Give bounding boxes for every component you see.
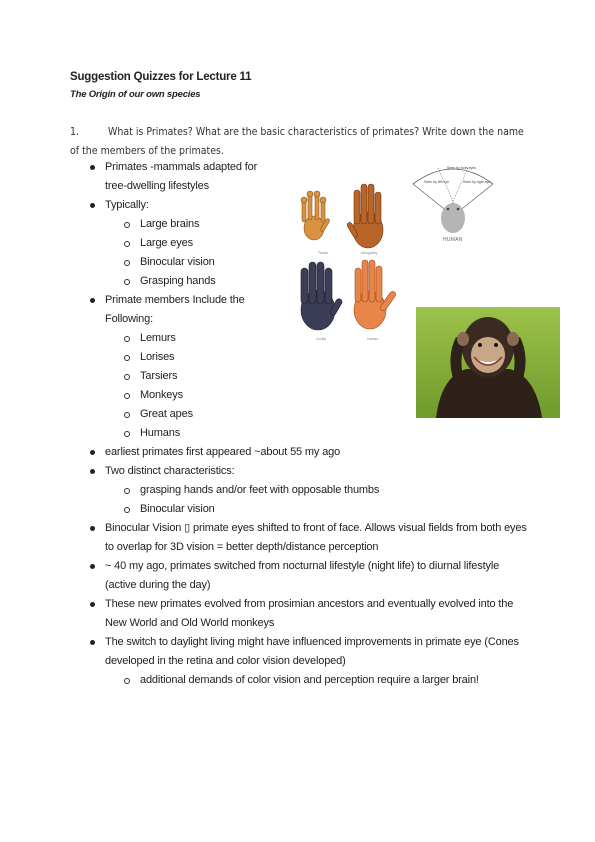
list-item: Lemurs	[140, 332, 176, 344]
bullet-dot	[90, 450, 95, 455]
question-1	[70, 123, 530, 161]
bullet-members-line2: Following:	[105, 313, 154, 325]
bullet-typically: Typically:	[105, 199, 149, 211]
chimpanzee-photo	[416, 307, 560, 418]
primate-hands-figure	[296, 180, 396, 342]
mangabey-hand-icon	[346, 184, 383, 248]
hand-label: Mangabey	[361, 251, 378, 255]
vision-zone-label: Seen by both eyes	[447, 166, 476, 170]
bullet-two-characteristics: Two distinct characteristics:	[105, 465, 235, 477]
bullet-dot	[90, 526, 95, 531]
vision-diagram-label: HUMAN	[443, 237, 463, 243]
sub-bullet-circle	[124, 431, 130, 437]
list-item: Lorises	[140, 351, 175, 363]
sub-bullet-circle	[124, 678, 130, 684]
bullet-primates-line2: tree-dwelling lifestyles	[105, 180, 209, 192]
list-item: Large eyes	[140, 237, 193, 249]
list-item: Monkeys	[140, 389, 183, 401]
list-item: Binocular vision	[140, 256, 215, 268]
sub-bullet-circle	[124, 355, 130, 361]
gorilla-hand-icon	[301, 262, 343, 330]
sub-bullet-circle	[124, 336, 130, 342]
list-item: Binocular vision	[140, 503, 215, 515]
question-text: What is Primates? What are the basic characteristics of primates? Write down the name of the members of the primates.	[70, 126, 524, 157]
sub-bullet-circle	[124, 279, 130, 285]
sub-bullet-circle	[124, 374, 130, 380]
document-title: Suggestion Quizzes for Lecture 11	[70, 71, 252, 83]
vision-zone-label: Seen by right eye	[463, 180, 491, 184]
sub-bullet-circle	[124, 222, 130, 228]
bullet-dot	[90, 640, 95, 645]
question-number: 1.	[70, 126, 80, 138]
bullet-dot	[90, 469, 95, 474]
list-item: additional demands of color vision and perception require a larger brain!	[140, 674, 479, 686]
bullet-primates-line1: Primates -mammals adapted for	[105, 161, 258, 173]
list-item: Great apes	[140, 408, 193, 420]
hand-label: Gorilla	[316, 337, 327, 341]
bullet-earliest: earliest primates first appeared ~about 55 my ago	[105, 446, 341, 458]
bullet-binocular-vision: Binocular Vision ▯ primate eyes shifted to front of face. Allows visual fields from both eyes to overlap for 3D vision = better depth/distance perception	[105, 522, 527, 553]
bullet-new-primates: These new primates evolved from prosimian ancestors and eventually evolved into the New World and Old World monkeys	[105, 598, 514, 629]
bullet-40-my-ago: ~ 40 my ago, primates switched from nocturnal lifestyle (night life) to diurnal lifestyle (active during the day)	[105, 560, 500, 591]
document-subtitle: The Origin of our own species	[70, 89, 201, 100]
sub-bullet-circle	[124, 260, 130, 266]
bullet-dot	[90, 602, 95, 607]
sub-bullet-circle	[124, 507, 130, 513]
sub-bullet-circle	[124, 488, 130, 494]
list-item: Grasping hands	[140, 275, 216, 287]
sub-bullet-circle	[124, 241, 130, 247]
list-item: Humans	[140, 427, 181, 439]
vision-zone-label: Seen by left eye	[424, 180, 450, 184]
bullet-members-line1: Primate members Include the	[105, 294, 245, 306]
list-item: grasping hands and/or feet with opposable thumbs	[140, 484, 380, 496]
human-head-icon	[441, 203, 465, 233]
tarsier-hand-icon	[301, 191, 330, 240]
bullet-dot	[90, 165, 95, 170]
sub-bullet-circle	[124, 412, 130, 418]
sub-bullet-circle	[124, 393, 130, 399]
hand-label: Human	[367, 337, 379, 341]
hand-label: Tarsier	[318, 251, 329, 255]
bullet-dot	[90, 203, 95, 208]
list-item: Large brains	[140, 218, 200, 230]
bullet-dot	[90, 564, 95, 569]
bullet-daylight: The switch to daylight living might have influenced improvements in primate eye (Cones developed in the retina and color vision developed)	[105, 636, 519, 667]
bullet-dot	[90, 298, 95, 303]
human-hand-icon	[354, 260, 396, 329]
list-item: Tarsiers	[140, 370, 178, 382]
